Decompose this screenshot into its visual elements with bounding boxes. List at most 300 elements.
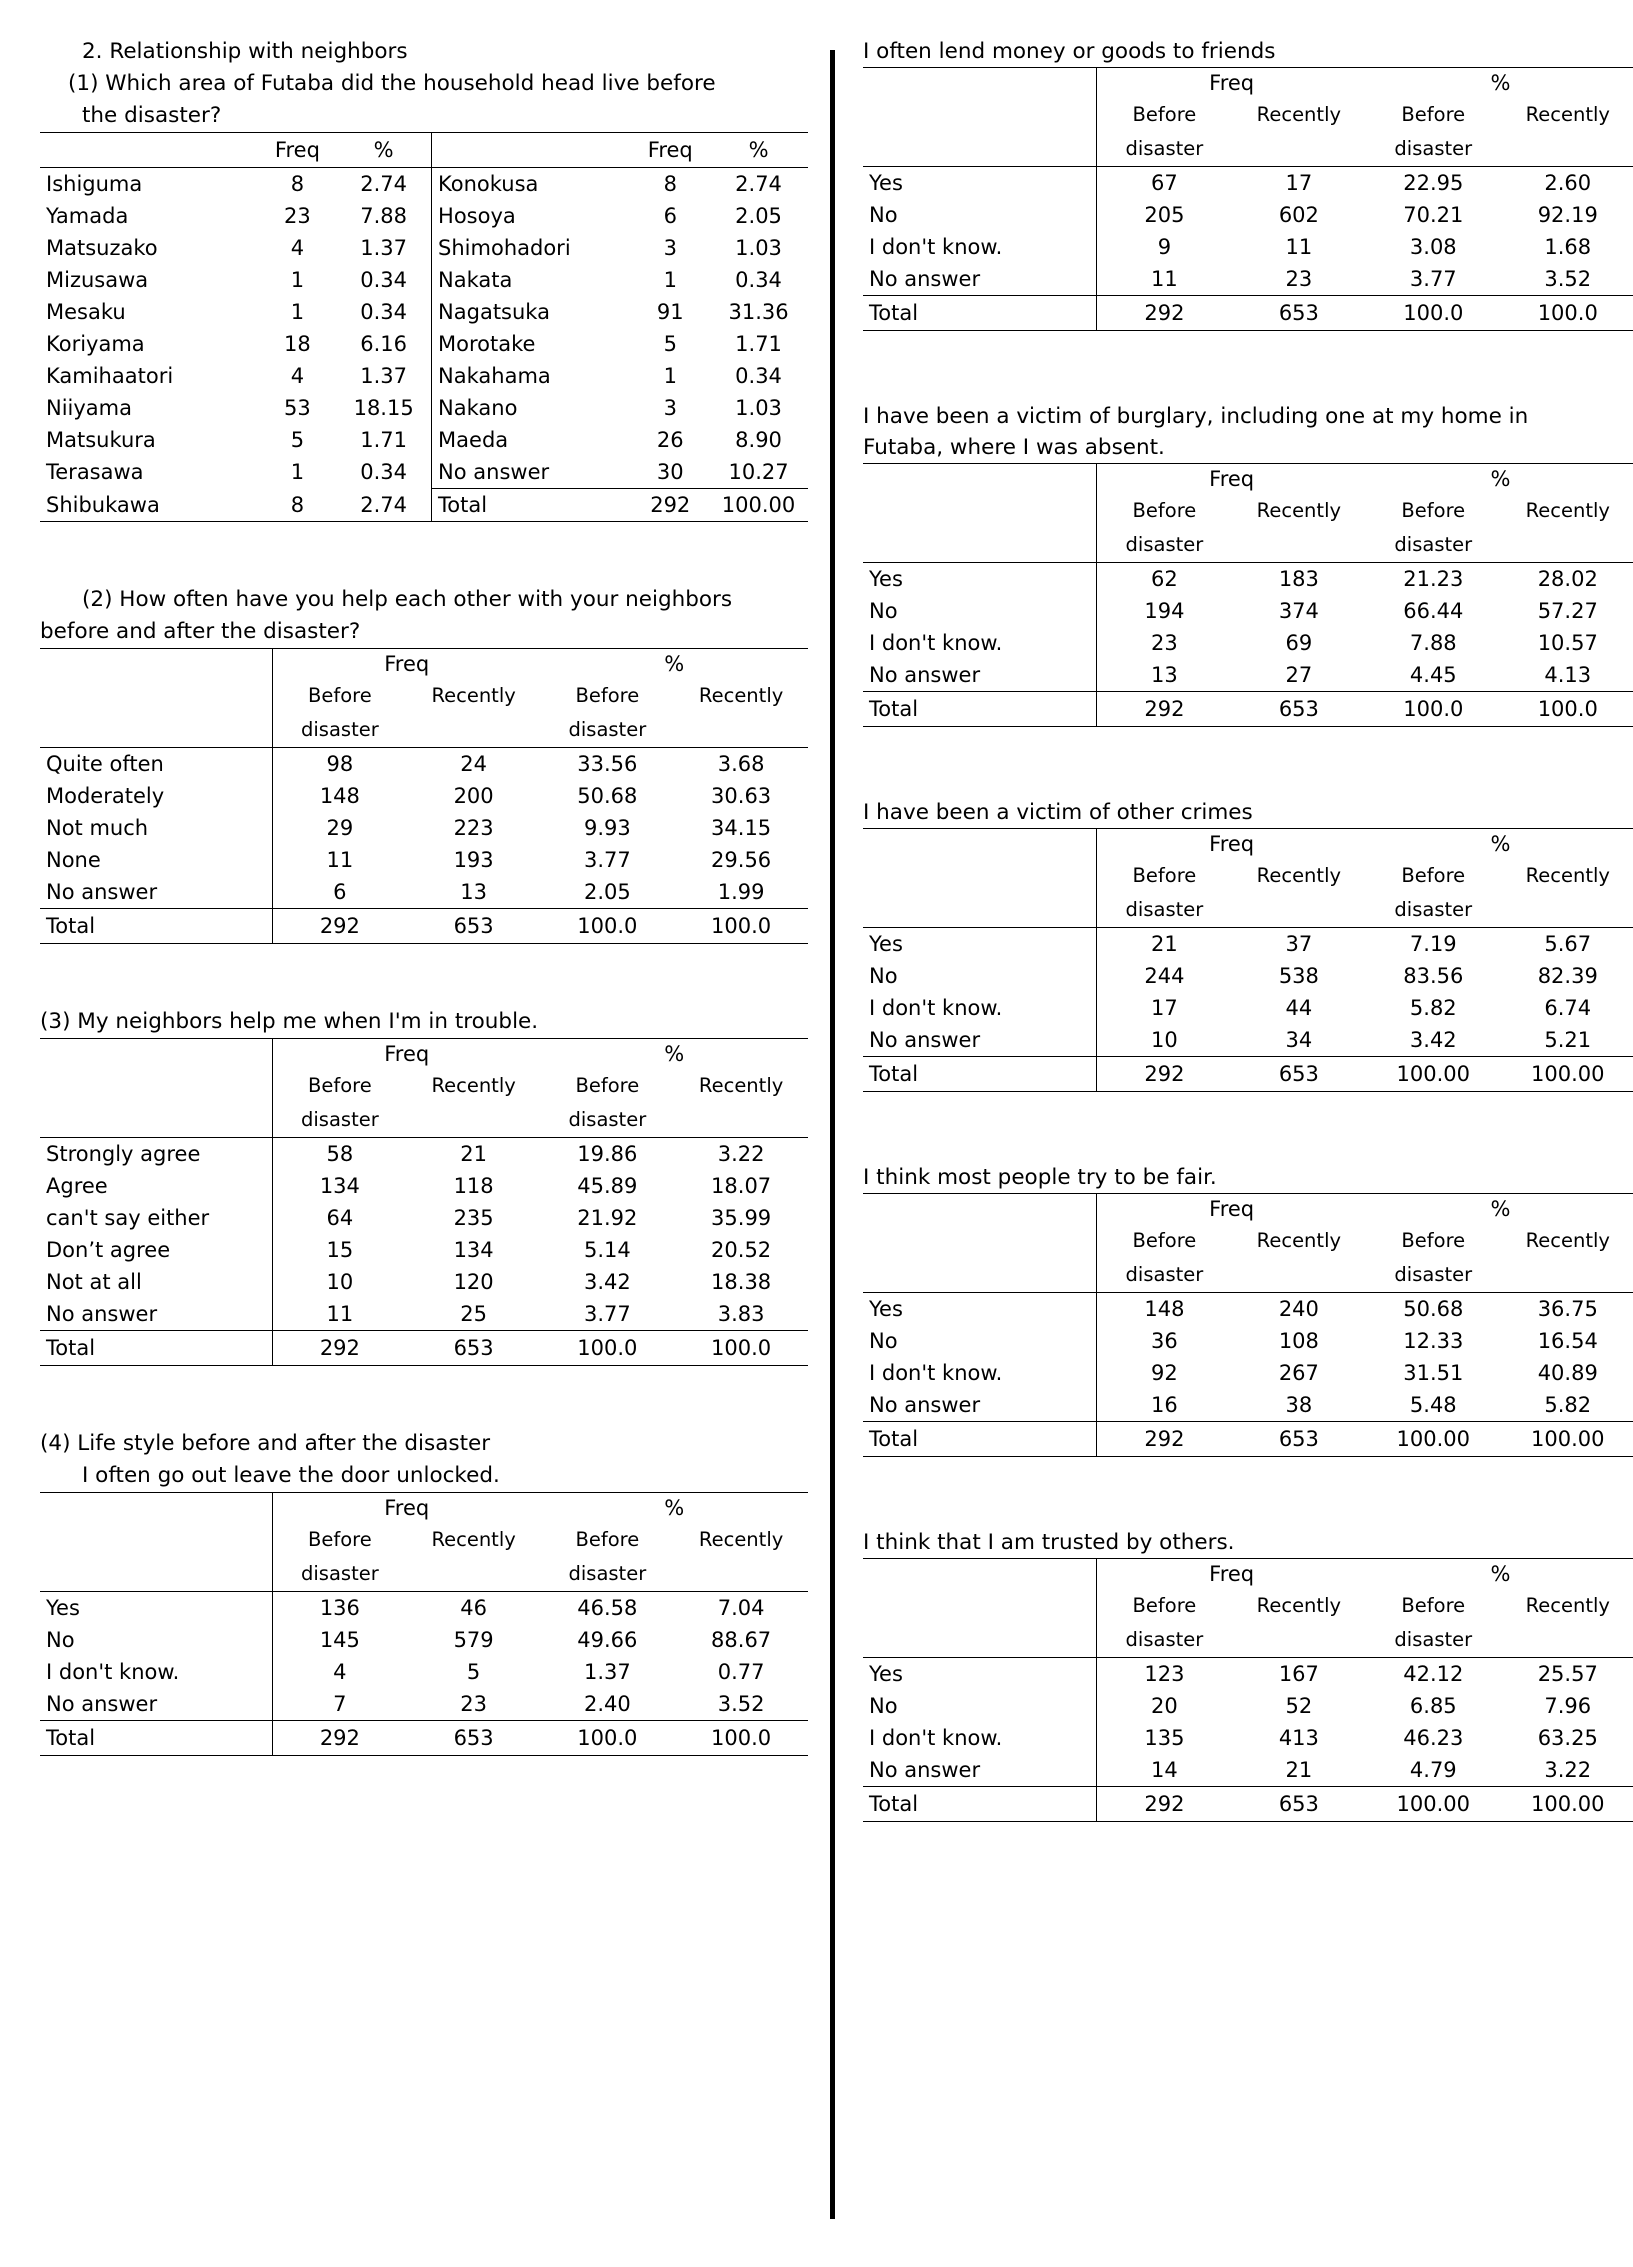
table-total-row: [863, 692, 1633, 727]
freq-before-disaster: 123: [1144, 1662, 1185, 1686]
freq-before-disaster: 244: [1144, 964, 1185, 988]
freq-recently: 17: [1285, 171, 1313, 195]
freq-recently: 46: [460, 1596, 487, 1620]
col-pct-before: Before: [1401, 1229, 1466, 1252]
col-category-blank2: [40, 1103, 272, 1138]
pct-recently: 82.39: [1537, 964, 1598, 988]
pct-recently: 25.57: [1537, 1662, 1598, 1686]
freq-before-disaster: 134: [319, 1174, 360, 1198]
area-pct-left: 18.15: [336, 392, 431, 424]
freq-recently: 118: [453, 1174, 494, 1198]
col-category-blank2: [863, 893, 1097, 928]
col-freq-recently: Recently: [1256, 1229, 1342, 1252]
pct-before-disaster: 19.86: [577, 1142, 638, 1166]
table-header-group-row: [863, 1194, 1633, 1225]
table-header-sub2-row: [40, 713, 808, 748]
pct-recently: 20.52: [711, 1238, 772, 1262]
freq-before-disaster: 13: [1151, 663, 1178, 687]
pct-before-disaster: 1.37: [583, 1660, 631, 1684]
table-row: [40, 1202, 808, 1234]
table-header-group-row: [40, 649, 808, 680]
row-label: I don't know.: [863, 992, 1097, 1024]
freq-recently: 5: [466, 1660, 481, 1684]
total-pct-recently: 100.0: [711, 914, 772, 938]
pct-recently: 1.99: [717, 880, 765, 904]
left-column: [40, 36, 830, 2267]
freq-before-disaster: 11: [326, 848, 354, 872]
row-label: Yes: [863, 928, 1097, 961]
col-category-blank: [40, 1069, 272, 1103]
col-freq-before: Before: [307, 1074, 372, 1097]
table-row: [863, 1024, 1633, 1057]
area-pct-left: 0.34: [336, 456, 431, 489]
table-header-group-row: [863, 829, 1633, 860]
area-freq-left: 1: [290, 268, 305, 292]
total-freq-recently: 653: [1278, 301, 1319, 325]
col-pct-recently: Recently: [698, 684, 784, 707]
table-header-row: [40, 133, 808, 168]
col-freq-before-disaster: disaster: [1125, 533, 1204, 556]
col-freq-left: Freq: [274, 138, 320, 162]
pct-recently: 7.96: [1544, 1694, 1592, 1718]
pct-before-disaster: 3.77: [583, 848, 631, 872]
area-name-left: Mesaku: [46, 300, 126, 324]
table-row: [863, 659, 1633, 692]
freq-recently: 21: [460, 1142, 487, 1166]
col-freq-recently-blank: [407, 713, 541, 748]
freq-recently: 13: [460, 880, 487, 904]
table-header-sub-row: [863, 98, 1633, 132]
pct-before-disaster: 3.42: [583, 1270, 631, 1294]
col-area-left: [40, 133, 259, 168]
col-category: [863, 829, 1097, 860]
area-freq-left: 5: [290, 428, 305, 452]
col-group-pct: %: [1490, 832, 1511, 856]
freq-recently: 23: [1285, 267, 1313, 291]
row-label: Quite often: [40, 748, 272, 781]
area-freq-left: 1: [290, 300, 305, 324]
pct-recently: 92.19: [1537, 203, 1598, 227]
area-total-pct: 100.00: [709, 489, 808, 522]
pct-before-disaster: 31.51: [1403, 1361, 1464, 1385]
area-freq-right: 30: [656, 460, 684, 484]
freq-recently: 69: [1285, 631, 1313, 655]
col-group-pct: %: [1490, 1562, 1511, 1586]
section-heading: 2. Relationship with neighbors: [82, 39, 408, 64]
table-row: [40, 1656, 808, 1688]
freq-recently: 38: [1285, 1393, 1313, 1417]
col-pct-recently-blank: [1501, 1258, 1633, 1293]
row-label: No: [863, 199, 1097, 231]
table-row: [863, 595, 1633, 627]
col-category-blank: [863, 859, 1097, 893]
col-category-blank: [40, 1523, 272, 1557]
area-pct-right: 0.34: [735, 364, 782, 388]
freq-recently: 223: [453, 816, 494, 840]
pct-before-disaster: 7.88: [1409, 631, 1457, 655]
pct-recently: 5.21: [1544, 1028, 1592, 1052]
table-row: [40, 1234, 808, 1266]
table-row: [863, 1357, 1633, 1389]
freq-recently: 25: [460, 1302, 487, 1326]
pct-before-disaster: 50.68: [577, 784, 638, 808]
area-freq-right: 8: [663, 172, 677, 196]
col-category-blank2: [863, 1623, 1097, 1658]
pct-before-disaster: 3.08: [1409, 235, 1457, 259]
pct-before-disaster: 5.48: [1409, 1393, 1457, 1417]
area-freq-right: 91: [656, 300, 684, 324]
pct-before-disaster: 7.19: [1409, 932, 1457, 956]
col-category-blank: [863, 1224, 1097, 1258]
col-freq-recently: Recently: [1256, 499, 1342, 522]
total-pct-recently: 100.0: [711, 1726, 772, 1750]
table-header-sub-row: [40, 1523, 808, 1557]
total-label: Total: [40, 1331, 272, 1366]
col-category-blank: [863, 1589, 1097, 1623]
burglary-title-cont: Futaba, where I was absent.: [863, 435, 1165, 460]
area-freq-right: 3: [663, 236, 677, 260]
total-pct-before: 100.00: [1396, 1427, 1471, 1451]
area-name-right: Konokusa: [438, 172, 539, 196]
row-label: I don't know.: [863, 1722, 1097, 1754]
total-pct-recently: 100.0: [1537, 697, 1598, 721]
pct-recently: 29.56: [711, 848, 772, 872]
door-unlocked-table: [40, 1492, 808, 1756]
area-freq-left: 8: [259, 489, 337, 522]
pct-recently: 34.15: [711, 816, 772, 840]
area-pct-right: 1.03: [735, 396, 782, 420]
area-pct-right: 2.05: [735, 204, 782, 228]
table-header-group-row: [863, 68, 1633, 99]
col-category: [40, 1039, 272, 1070]
pct-recently: 10.57: [1537, 631, 1598, 655]
table-header-sub-row: [863, 494, 1633, 528]
total-pct-recently: 100.00: [1531, 1792, 1605, 1816]
area-pct-left: 2.74: [336, 489, 431, 522]
pct-before-disaster: 46.23: [1403, 1726, 1464, 1750]
pct-recently: 3.52: [1544, 267, 1592, 291]
table-row: [40, 489, 808, 522]
row-label: I don't know.: [863, 1357, 1097, 1389]
pct-before-disaster: 46.58: [577, 1596, 638, 1620]
area-name-right: Maeda: [438, 428, 509, 452]
freq-recently: 134: [453, 1238, 494, 1262]
total-freq-before: 292: [1144, 1792, 1185, 1816]
col-group-freq: Freq: [1209, 467, 1255, 491]
area-pct-left: 1.71: [336, 424, 431, 456]
row-label: Yes: [863, 1658, 1097, 1691]
total-pct-recently: 100.00: [1531, 1062, 1605, 1086]
row-label: No answer: [40, 1298, 272, 1331]
table-row: [40, 264, 808, 296]
col-pct-before: Before: [575, 684, 640, 707]
area-name-left: Shibukawa: [40, 489, 259, 522]
question-1-title-cont: the disaster?: [82, 103, 222, 128]
question-2-title-cont: before and after the disaster?: [40, 619, 361, 644]
table-row: [863, 1658, 1633, 1691]
freq-before-disaster: 62: [1151, 567, 1178, 591]
freq-before-disaster: 4: [333, 1660, 347, 1684]
area-name-left: Ishiguma: [46, 172, 143, 196]
freq-recently: 27: [1285, 663, 1313, 687]
area-pct-left: 7.88: [336, 200, 431, 232]
freq-recently: 374: [1278, 599, 1319, 623]
pct-recently: 36.75: [1537, 1297, 1598, 1321]
pct-before-disaster: 2.40: [583, 1692, 631, 1716]
table-header-group-row: [40, 1493, 808, 1524]
col-pct-recently: Recently: [1525, 1229, 1610, 1252]
col-pct-recently: Recently: [1525, 864, 1610, 887]
table-row: [863, 563, 1633, 596]
row-label: No answer: [863, 1754, 1097, 1787]
total-label: Total: [40, 909, 272, 944]
pct-recently: 3.22: [1544, 1758, 1592, 1782]
table-header-sub2-row: [863, 132, 1633, 167]
freq-before-disaster: 16: [1151, 1393, 1178, 1417]
col-freq-before-disaster: disaster: [301, 1108, 379, 1131]
col-freq-recently: Recently: [1256, 1594, 1342, 1617]
freq-before-disaster: 67: [1151, 171, 1178, 195]
pct-recently: 2.60: [1544, 171, 1592, 195]
area-pct-right: 1.71: [735, 332, 782, 356]
table-header-sub-row: [863, 859, 1633, 893]
freq-recently: 413: [1278, 1726, 1319, 1750]
lend-money-title: I often lend money or goods to friends: [863, 39, 1276, 64]
freq-before-disaster: 205: [1144, 203, 1185, 227]
table-header-group-row: [40, 1039, 808, 1070]
freq-before-disaster: 148: [319, 784, 360, 808]
row-label: No answer: [863, 659, 1097, 692]
pct-before-disaster: 83.56: [1403, 964, 1464, 988]
freq-before-disaster: 92: [1151, 1361, 1178, 1385]
area-freq-left: 8: [290, 172, 305, 196]
col-freq-recently: Recently: [431, 1074, 516, 1097]
area-name-right: Nakano: [438, 396, 518, 420]
freq-recently: 602: [1278, 203, 1319, 227]
people-fair-title: I think most people try to be fair.: [863, 1165, 1217, 1190]
freq-recently: 235: [453, 1206, 494, 1230]
col-freq-recently-blank: [1232, 132, 1366, 167]
col-pct-before: Before: [1401, 499, 1466, 522]
total-freq-before: 292: [1144, 301, 1185, 325]
table-total-row: [863, 296, 1633, 331]
area-freq-left: 23: [284, 204, 311, 228]
col-category-blank: [40, 679, 272, 713]
col-freq-before-disaster: disaster: [301, 1562, 379, 1585]
col-freq-before: Before: [1132, 499, 1197, 522]
col-freq-before: Before: [1132, 864, 1197, 887]
area-freq-left: 4: [290, 364, 305, 388]
col-group-pct: %: [1490, 71, 1511, 95]
pct-recently: 40.89: [1537, 1361, 1598, 1385]
area-pct-left: 6.16: [336, 328, 431, 360]
col-pct-left: %: [336, 133, 431, 168]
row-label: Moderately: [40, 780, 272, 812]
freq-before-disaster: 136: [319, 1596, 360, 1620]
col-pct-before-disaster: disaster: [1394, 1628, 1473, 1651]
area-pct-right: 2.74: [735, 172, 782, 196]
table-row: [40, 424, 808, 456]
row-label: Agree: [40, 1170, 272, 1202]
area-pct-left: 0.34: [336, 296, 431, 328]
table-row: [863, 960, 1633, 992]
table-header-sub-row: [863, 1589, 1633, 1623]
col-group-pct: %: [1490, 467, 1511, 491]
area-pct-right: 0.34: [735, 268, 782, 292]
table-header-sub2-row: [40, 1103, 808, 1138]
table-row: [40, 200, 808, 232]
freq-before-disaster: 145: [319, 1628, 360, 1652]
freq-recently: 183: [1278, 567, 1319, 591]
col-pct-before-disaster: disaster: [568, 718, 647, 741]
col-pct-recently-blank: [1501, 528, 1633, 563]
total-freq-recently: 653: [1278, 1062, 1319, 1086]
area-pct-left: 1.37: [336, 360, 431, 392]
area-name-left: Niiyama: [46, 396, 132, 420]
col-freq-before-disaster: disaster: [1125, 898, 1204, 921]
freq-before-disaster: 9: [1157, 235, 1172, 259]
table-row: [863, 1754, 1633, 1787]
pct-before-disaster: 22.95: [1403, 171, 1464, 195]
col-freq-before-disaster: disaster: [1125, 137, 1204, 160]
area-pct-right: 1.03: [735, 236, 782, 260]
col-pct-before-disaster: disaster: [1394, 533, 1473, 556]
row-label: No: [863, 595, 1097, 627]
area-name-left: Matsukura: [46, 428, 156, 452]
col-pct-before-disaster: disaster: [568, 1108, 647, 1131]
col-pct-before: Before: [1401, 1594, 1466, 1617]
col-category: [40, 1493, 272, 1524]
row-label: No: [863, 960, 1097, 992]
pct-recently: 5.82: [1544, 1393, 1592, 1417]
table-header-sub2-row: [40, 1557, 808, 1592]
total-label: Total: [40, 1721, 272, 1756]
table-total-row: [863, 1422, 1633, 1457]
freq-before-disaster: 135: [1144, 1726, 1185, 1750]
pct-recently: 7.04: [717, 1596, 765, 1620]
freq-recently: 267: [1278, 1361, 1319, 1385]
row-label: No: [863, 1690, 1097, 1722]
table-header-sub2-row: [863, 893, 1633, 928]
table-row: [863, 627, 1633, 659]
row-label: No answer: [40, 1688, 272, 1721]
pct-before-disaster: 21.23: [1403, 567, 1464, 591]
table-row: [40, 1170, 808, 1202]
area-pct-right: 8.90: [735, 428, 782, 452]
total-freq-recently: 653: [1278, 1792, 1319, 1816]
freq-before-disaster: 36: [1151, 1329, 1178, 1353]
table-row: [863, 231, 1633, 263]
area-total-label: Total: [432, 489, 632, 522]
area-name-left: Yamada: [46, 204, 129, 228]
pct-before-disaster: 4.45: [1409, 663, 1457, 687]
row-label: Not much: [40, 812, 272, 844]
col-area-right: [432, 133, 632, 168]
freq-before-disaster: 29: [326, 816, 354, 840]
table-row: [40, 1298, 808, 1331]
total-pct-before: 100.0: [577, 914, 638, 938]
col-freq-recently-blank: [1232, 1623, 1366, 1658]
area-name-right: Nakata: [438, 268, 513, 292]
pct-recently: 3.68: [717, 752, 765, 776]
table-row: [40, 1138, 808, 1171]
row-label: Yes: [40, 1592, 272, 1625]
pct-recently: 1.68: [1544, 235, 1592, 259]
area-freq-right: 6: [663, 204, 677, 228]
freq-recently: 11: [1285, 235, 1313, 259]
pct-recently: 28.02: [1537, 567, 1598, 591]
area-pct-right: 31.36: [728, 300, 789, 324]
area-freq-left: 1: [290, 460, 305, 484]
row-label: Yes: [863, 563, 1097, 596]
freq-before-disaster: 15: [326, 1238, 354, 1262]
pct-recently: 16.54: [1537, 1329, 1598, 1353]
area-pct-right: 10.27: [728, 460, 789, 484]
trusted-by-others-table: [863, 1558, 1633, 1822]
col-category-blank: [863, 494, 1097, 528]
pct-before-disaster: 3.77: [583, 1302, 631, 1326]
col-pct-recently-blank: [1501, 1623, 1633, 1658]
col-freq-right: Freq: [647, 138, 693, 162]
area-freq-right: 3: [663, 396, 677, 420]
col-pct-recently: Recently: [1525, 103, 1610, 126]
total-pct-before: 100.00: [1396, 1062, 1471, 1086]
table-total-row: [40, 1331, 808, 1366]
col-pct-before-disaster: disaster: [568, 1562, 647, 1585]
col-freq-before: Before: [1132, 1594, 1197, 1617]
col-pct-recently-blank: [1501, 132, 1633, 167]
pct-recently: 30.63: [711, 784, 772, 808]
table-total-row: [863, 1057, 1633, 1092]
freq-recently: 200: [453, 784, 494, 808]
total-pct-recently: 100.00: [1531, 1427, 1605, 1451]
area-name-right: Nagatsuka: [438, 300, 550, 324]
row-label: I don't know.: [863, 231, 1097, 263]
freq-before-disaster: 20: [1151, 1694, 1178, 1718]
col-pct-recently-blank: [674, 1557, 808, 1592]
col-freq-recently: Recently: [431, 684, 516, 707]
table-total-row: [863, 1787, 1633, 1822]
other-crimes-title: I have been a victim of other crimes: [863, 800, 1253, 825]
freq-recently: 34: [1285, 1028, 1313, 1052]
pct-before-disaster: 12.33: [1403, 1329, 1464, 1353]
total-label: Total: [863, 692, 1097, 727]
area-name-right: No answer: [438, 460, 550, 484]
table-header-group-row: [863, 1559, 1633, 1590]
col-freq-recently-blank: [1232, 1258, 1366, 1293]
pct-before-disaster: 4.79: [1409, 1758, 1457, 1782]
col-pct-before: Before: [1401, 103, 1466, 126]
table-header-group-row: [863, 464, 1633, 495]
col-freq-before: Before: [307, 1528, 372, 1551]
area-name-right: Morotake: [438, 332, 536, 356]
col-category-blank2: [863, 528, 1097, 563]
pct-before-disaster: 3.77: [1409, 267, 1457, 291]
area-freq-right: 1: [663, 268, 677, 292]
pct-before-disaster: 45.89: [577, 1174, 638, 1198]
freq-recently: 108: [1278, 1329, 1319, 1353]
total-pct-before: 100.0: [1403, 697, 1464, 721]
pct-before-disaster: 5.82: [1409, 996, 1457, 1020]
table-row: [863, 1389, 1633, 1422]
freq-before-disaster: 10: [1151, 1028, 1178, 1052]
pct-recently: 18.38: [711, 1270, 772, 1294]
row-label: No answer: [863, 263, 1097, 296]
col-freq-recently: Recently: [1256, 103, 1342, 126]
area-pct-left: 2.74: [336, 168, 431, 201]
table-header-sub2-row: [863, 1258, 1633, 1293]
row-label: None: [40, 844, 272, 876]
